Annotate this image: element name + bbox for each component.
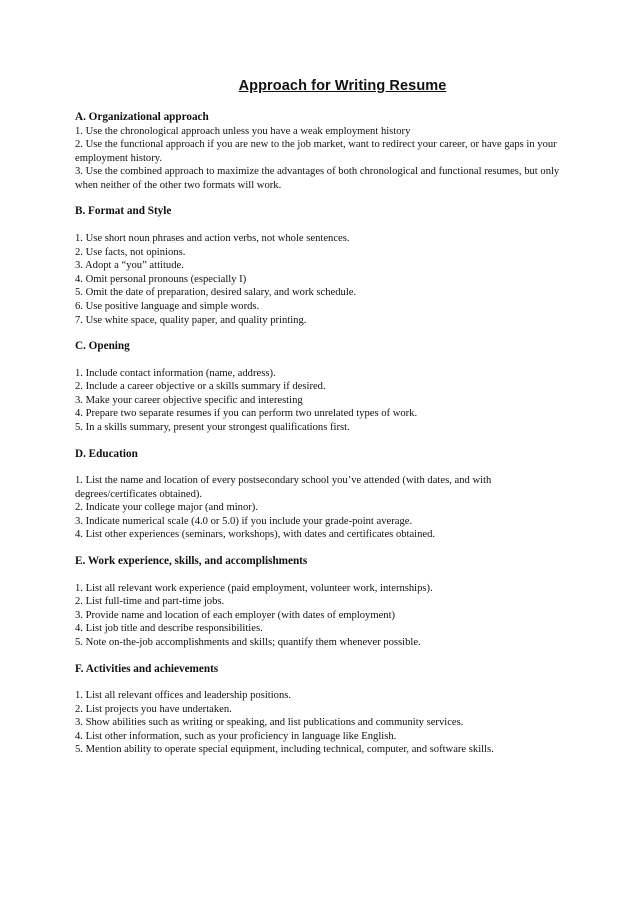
list-item: 3. Adopt a “you” attitude. <box>75 260 184 272</box>
list-item: 1. List all relevant work experience (paid employment, volunteer work, internships). <box>75 582 433 594</box>
list-item: 2. List projects you have undertaken. <box>75 703 232 715</box>
section-heading: D. Education <box>75 447 138 460</box>
list-item: 2. Include a career objective or a skills summary if desired. <box>75 381 326 393</box>
list-item: 1. List all relevant offices and leadership positions. <box>75 690 292 702</box>
section-items <box>75 689 570 757</box>
list-item: 2. Use facts, not opinions. <box>75 246 186 258</box>
section-activities-achievements <box>75 663 570 757</box>
section-items <box>75 582 570 650</box>
list-item: 1. Include contact information (name, address). <box>75 367 276 379</box>
list-item: 3. Show abilities such as writing or speaking, and list publications and community services. <box>75 717 464 729</box>
section-items <box>75 125 570 193</box>
section-organizational-approach <box>75 111 570 192</box>
section-education <box>75 448 570 542</box>
list-item: 5. Omit the date of preparation, desired salary, and work schedule. <box>75 287 357 299</box>
section-opening <box>75 340 570 434</box>
list-item: 4. List job title and describe responsibilities. <box>75 623 263 635</box>
section-heading: A. Organizational approach <box>75 111 209 123</box>
list-item: 4. Prepare two separate resumes if you can perform two unrelated types of work. <box>75 408 418 420</box>
list-item: 3. Make your career objective specific and interesting <box>75 394 303 406</box>
list-item: 1. Use short noun phrases and action verbs, not whole sentences. <box>75 232 350 244</box>
list-item: 2. Indicate your college major (and minor). <box>75 502 258 514</box>
list-item: 4. List other information, such as your proficiency in language like English. <box>75 730 397 742</box>
list-item: 4. List other experiences (seminars, workshops), with dates and certificates obtained. <box>75 529 436 541</box>
list-item: 4. Omit personal pronouns (especially I) <box>75 273 247 285</box>
list-item: 5. In a skills summary, present your strongest qualifications first. <box>75 422 350 433</box>
list-item: 2. Use the functional approach if you are new to the job market, want to redirect your career, or have gaps in your employment history. <box>75 139 557 164</box>
section-format-and-style <box>75 205 570 327</box>
list-item: 3. Use the combined approach to maximize the advantages of both chronological and functional resumes, but only when neither of the other two formats will work. <box>75 166 560 191</box>
list-item: 2. List full-time and part-time jobs. <box>75 596 225 608</box>
list-item: 3. Provide name and location of each employer (with dates of employment) <box>75 609 396 621</box>
list-item: 1. Use the chronological approach unless you have a weak employment history <box>75 125 411 137</box>
list-item: 7. Use white space, quality paper, and quality printing. <box>75 314 307 326</box>
list-item: 1. List the name and location of every postsecondary school you’ve attended (with dates, and with degrees/certificates obtained). <box>75 475 492 500</box>
section-heading: C. Opening <box>75 340 130 353</box>
section-items <box>75 232 570 327</box>
section-work-experience <box>75 555 570 649</box>
section-items <box>75 474 570 542</box>
list-item: 3. Indicate numerical scale (4.0 or 5.0) if you include your grade-point average. <box>75 515 413 527</box>
document-page <box>75 78 570 770</box>
section-heading: F. Activities and achievements <box>75 662 219 675</box>
section-items <box>75 367 570 435</box>
section-heading: B. Format and Style <box>75 205 172 218</box>
section-heading: E. Work experience, skills, and accomplishments <box>75 555 308 568</box>
list-item: 6. Use positive language and simple words. <box>75 300 260 312</box>
list-item: 5. Mention ability to operate special equipment, including technical, computer, and software skills. <box>75 744 494 756</box>
list-item: 5. Note on-the-job accomplishments and skills; quantify them whenever possible. <box>75 636 421 648</box>
document-title: Approach for Writing Resume <box>238 78 447 94</box>
